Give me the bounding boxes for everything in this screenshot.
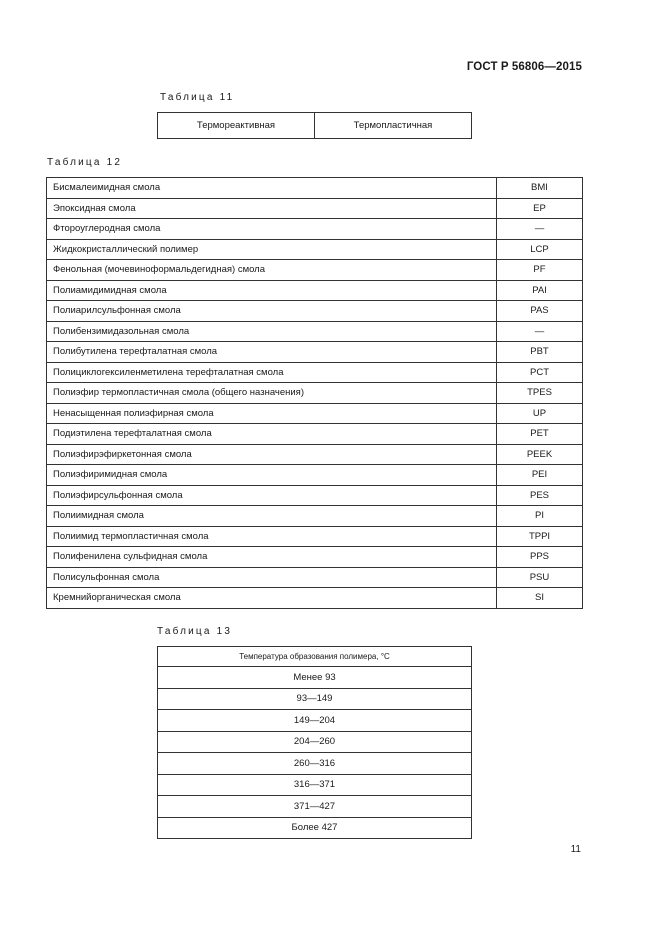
- resin-abbr-cell: LCP: [497, 239, 583, 260]
- resin-abbr-cell: PI: [497, 506, 583, 527]
- resin-name-cell: Полиэфиримидная смола: [47, 465, 497, 486]
- table-row: [158, 817, 472, 839]
- table-row: [158, 688, 472, 710]
- table-row: [47, 178, 583, 199]
- resin-abbr-cell: BMI: [497, 178, 583, 199]
- table-row: [158, 710, 472, 732]
- table-13-header: Температура образования полимера, °С: [158, 647, 472, 667]
- resin-abbr-cell: PPS: [497, 547, 583, 568]
- temperature-range-cell: 260—316: [158, 753, 472, 775]
- temperature-range-cell: 371—427: [158, 796, 472, 818]
- resin-abbr-cell: TPPI: [497, 526, 583, 547]
- table-row: [47, 321, 583, 342]
- resin-name-cell: Полиимид термопластичная смола: [47, 526, 497, 547]
- resin-abbr-cell: PEEK: [497, 444, 583, 465]
- temperature-range-cell: 149—204: [158, 710, 472, 732]
- resin-abbr-cell: TPES: [497, 383, 583, 404]
- table-row: [158, 796, 472, 818]
- resin-name-cell: Полиамидимидная смола: [47, 280, 497, 301]
- temperature-range-cell: 204—260: [158, 731, 472, 753]
- table-row: [47, 526, 583, 547]
- table-row: [47, 465, 583, 486]
- table-row: [47, 342, 583, 363]
- table-row: [47, 485, 583, 506]
- resin-name-cell: Полициклогексиленметилена терефталатная смола: [47, 362, 497, 383]
- table-row: [47, 403, 583, 424]
- resin-name-cell: Эпоксидная смола: [47, 198, 497, 219]
- resin-abbr-cell: PF: [497, 260, 583, 281]
- table-13: [157, 646, 472, 839]
- resin-abbr-cell: UP: [497, 403, 583, 424]
- table-row: [47, 424, 583, 445]
- temperature-range-cell: 316—371: [158, 774, 472, 796]
- temperature-range-cell: Менее 93: [158, 667, 472, 689]
- table-row: [47, 260, 583, 281]
- temperature-range-cell: 93—149: [158, 688, 472, 710]
- table-row: [47, 547, 583, 568]
- table-row: [47, 506, 583, 527]
- resin-abbr-cell: PCT: [497, 362, 583, 383]
- table-row: [47, 383, 583, 404]
- table-row: [158, 731, 472, 753]
- resin-name-cell: Полиэфир термопластичная смола (общего назначения): [47, 383, 497, 404]
- resin-name-cell: Полиарилсульфонная смола: [47, 301, 497, 322]
- table-11-cell: Термопластичная: [315, 113, 472, 139]
- table-row: [158, 667, 472, 689]
- table-11-caption: Таблица 11: [160, 92, 235, 103]
- resin-abbr-cell: SI: [497, 588, 583, 609]
- resin-name-cell: Кремнийорганическая смола: [47, 588, 497, 609]
- resin-abbr-cell: PES: [497, 485, 583, 506]
- table-row: [158, 774, 472, 796]
- table-row: [47, 239, 583, 260]
- resin-name-cell: Полибутилена терефталатная смола: [47, 342, 497, 363]
- resin-name-cell: Фтороуглеродная смола: [47, 219, 497, 240]
- resin-abbr-cell: PAI: [497, 280, 583, 301]
- table-row: [47, 198, 583, 219]
- table-row: [47, 301, 583, 322]
- table-row: [47, 219, 583, 240]
- resin-name-cell: Фенольная (мочевиноформальдегидная) смола: [47, 260, 497, 281]
- resin-name-cell: Полисульфонная смола: [47, 567, 497, 588]
- resin-name-cell: Полиэфирсульфонная смола: [47, 485, 497, 506]
- resin-name-cell: Жидкокристаллический полимер: [47, 239, 497, 260]
- resin-abbr-cell: PAS: [497, 301, 583, 322]
- table-11-cell: Термореактивная: [158, 113, 315, 139]
- table-12: [46, 177, 583, 609]
- table-row: [47, 567, 583, 588]
- table-13-caption: Таблица 13: [157, 626, 233, 637]
- table-row: [47, 588, 583, 609]
- table-12-caption: Таблица 12: [47, 157, 123, 168]
- resin-name-cell: Полибензимидазольная смола: [47, 321, 497, 342]
- resin-abbr-cell: PET: [497, 424, 583, 445]
- resin-abbr-cell: —: [497, 321, 583, 342]
- resin-abbr-cell: PBT: [497, 342, 583, 363]
- table-11: [157, 112, 472, 139]
- table-row: [158, 753, 472, 775]
- resin-abbr-cell: —: [497, 219, 583, 240]
- table-row: [47, 362, 583, 383]
- resin-abbr-cell: EP: [497, 198, 583, 219]
- resin-name-cell: Полифенилена сульфидная смола: [47, 547, 497, 568]
- table-row: [47, 444, 583, 465]
- resin-abbr-cell: PSU: [497, 567, 583, 588]
- resin-name-cell: Подиэтилена терефталатная смола: [47, 424, 497, 445]
- table-row: [47, 280, 583, 301]
- resin-name-cell: Полиэфирэфиркетонная смола: [47, 444, 497, 465]
- page-number: 11: [570, 844, 581, 855]
- resin-abbr-cell: PEI: [497, 465, 583, 486]
- temperature-range-cell: Более 427: [158, 817, 472, 839]
- standard-code: ГОСТ Р 56806—2015: [466, 61, 582, 73]
- resin-name-cell: Полиимидная смола: [47, 506, 497, 527]
- resin-name-cell: Ненасыщенная полиэфирная смола: [47, 403, 497, 424]
- resin-name-cell: Бисмалеимидная смола: [47, 178, 497, 199]
